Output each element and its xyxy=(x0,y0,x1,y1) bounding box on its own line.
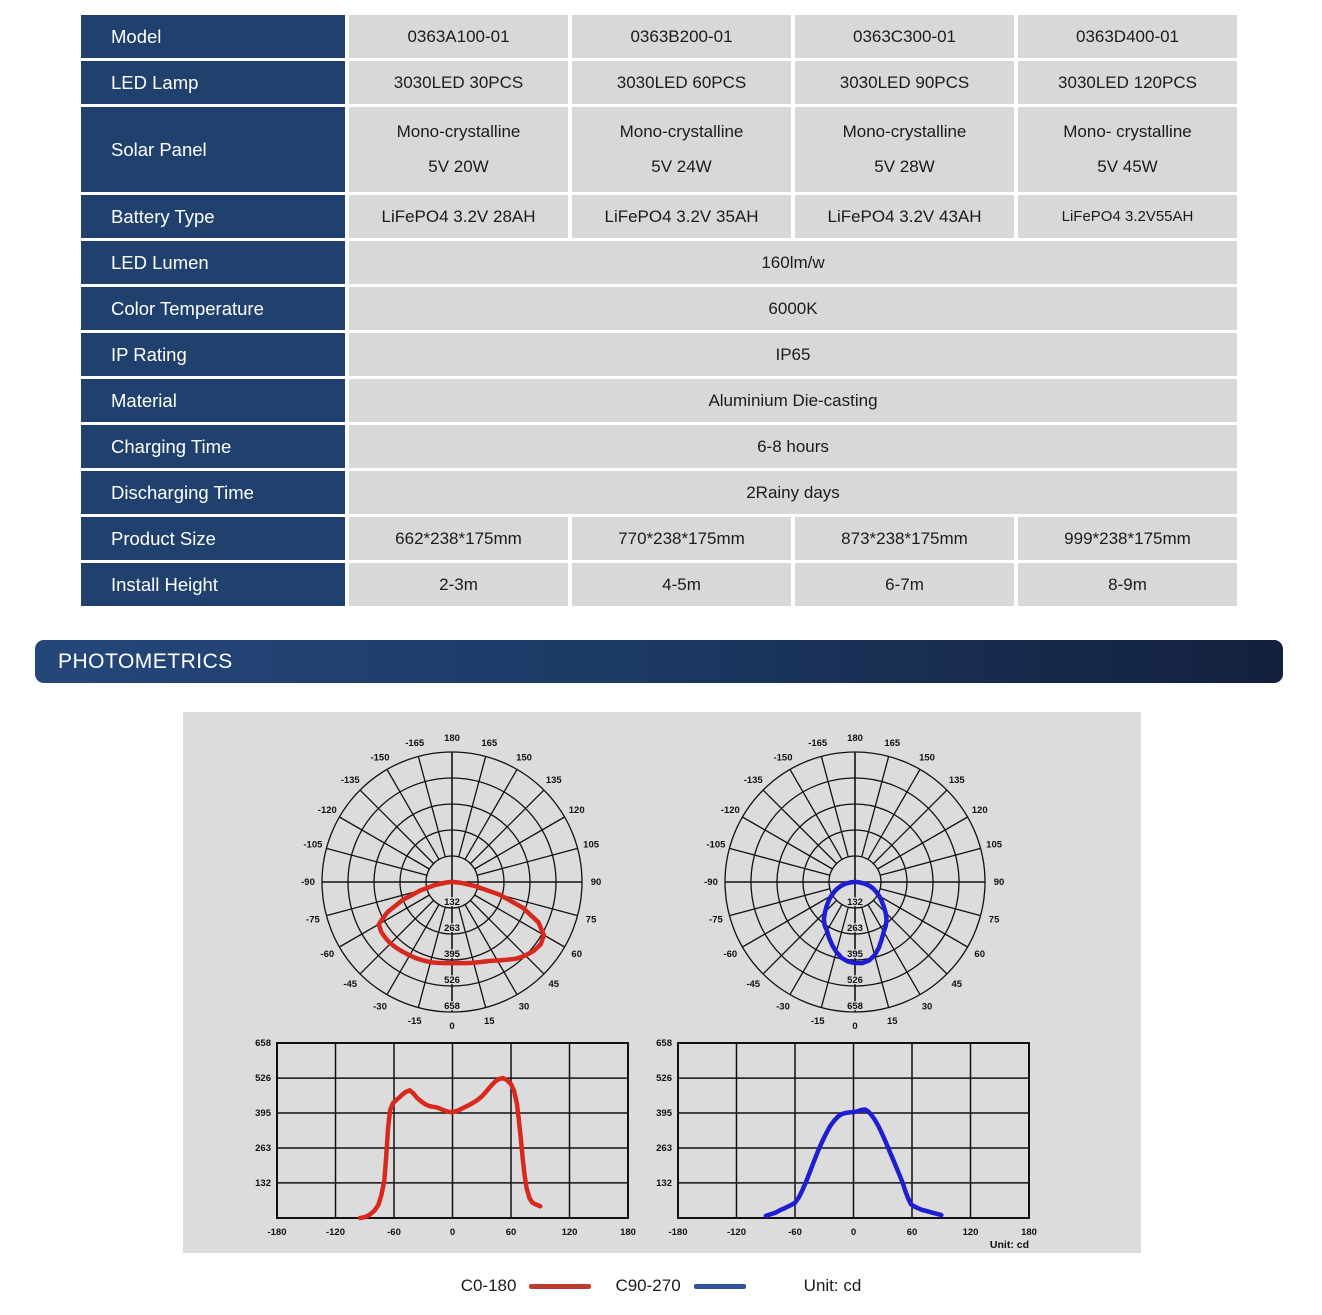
table-cell: LiFePO4 3.2V 28AH xyxy=(349,195,568,238)
table-cell: 6-7m xyxy=(795,563,1014,606)
y-tick-label: 658 xyxy=(255,1038,271,1049)
row-label: IP Rating xyxy=(81,333,345,376)
angle-tick-label: -60 xyxy=(320,949,335,960)
table-row xyxy=(81,61,1237,104)
angle-tick-label: 180 xyxy=(444,733,460,744)
legend-swatch-c0-180 xyxy=(529,1284,591,1289)
y-tick-label: 263 xyxy=(656,1143,672,1155)
intensity-chart-c90-270 xyxy=(633,1035,1053,1251)
angle-tick-label: 60 xyxy=(974,949,985,960)
x-tick-label: 120 xyxy=(561,1227,578,1238)
table-cell: LiFePO4 3.2V 43AH xyxy=(795,195,1014,238)
angle-tick-label: 150 xyxy=(919,752,935,764)
table-cell: 0363A100-01 xyxy=(349,15,568,58)
angle-tick-label: -120 xyxy=(720,805,740,816)
radial-tick-label: 132 xyxy=(847,897,863,908)
chart-legend xyxy=(0,1272,1322,1300)
y-tick-label: 132 xyxy=(656,1177,672,1189)
table-cell: Mono-crystalline 5V 20W xyxy=(349,107,568,192)
angle-tick-label: 60 xyxy=(571,949,582,960)
table-cell-merged: 2Rainy days xyxy=(349,471,1237,514)
cartesian-grid xyxy=(277,1043,628,1218)
table-cell: 999*238*175mm xyxy=(1018,517,1237,560)
table-cell: LiFePO4 3.2V 35AH xyxy=(572,195,791,238)
x-tick-label: 180 xyxy=(620,1227,636,1238)
table-row xyxy=(81,287,1237,330)
row-label: Model xyxy=(81,15,345,58)
angle-tick-label: 15 xyxy=(484,1016,495,1028)
angle-tick-label: 105 xyxy=(986,839,1003,851)
angle-tick-label: 45 xyxy=(548,978,560,990)
table-cell-merged: 6000K xyxy=(349,287,1237,330)
x-tick-label: -120 xyxy=(726,1227,747,1238)
radial-tick-label: 132 xyxy=(444,897,460,908)
angle-tick-label: -105 xyxy=(303,839,323,851)
legend-label-c0-180: C0-180 xyxy=(460,1276,517,1295)
angle-tick-label: 90 xyxy=(993,877,1005,888)
row-label: Charging Time xyxy=(81,425,345,468)
table-row xyxy=(81,15,1237,58)
photometrics-header-bar xyxy=(35,640,1283,683)
table-cell: 662*238*175mm xyxy=(349,517,568,560)
radial-tick-label: 263 xyxy=(847,923,863,934)
table-cell: Mono-crystalline 5V 24W xyxy=(572,107,791,192)
angle-tick-label: -75 xyxy=(709,914,723,926)
angle-tick-label: 75 xyxy=(988,914,1000,926)
angle-tick-label: -150 xyxy=(773,752,793,764)
table-cell: 4-5m xyxy=(572,563,791,606)
table-cell: 0363C300-01 xyxy=(795,15,1014,58)
y-tick-label: 526 xyxy=(656,1073,672,1085)
y-tick-label: 263 xyxy=(255,1143,271,1155)
row-label: Solar Panel xyxy=(81,107,345,192)
cartesian-grid xyxy=(678,1043,1029,1218)
angle-tick-label: -135 xyxy=(743,775,763,787)
legend-swatch-c90-270 xyxy=(694,1284,746,1289)
angle-tick-label: -120 xyxy=(317,805,337,816)
angle-tick-label: 15 xyxy=(887,1016,898,1028)
x-tick-label: 120 xyxy=(962,1227,979,1238)
intensity-chart-c0-180 xyxy=(232,1035,652,1251)
angle-tick-label: 0 xyxy=(449,1021,455,1032)
legend-unit-label: Unit: cd xyxy=(803,1276,862,1295)
spec-table xyxy=(81,15,1237,609)
table-cell: LiFePO4 3.2V55AH xyxy=(1018,195,1237,238)
angle-tick-label: 165 xyxy=(884,737,901,749)
x-tick-label: 60 xyxy=(906,1227,918,1238)
table-row xyxy=(81,425,1237,468)
angle-tick-label: 45 xyxy=(951,978,963,990)
x-tick-label: 180 xyxy=(1021,1227,1037,1238)
row-label: Color Temperature xyxy=(81,287,345,330)
table-cell-merged: 160lm/w xyxy=(349,241,1237,284)
y-tick-label: 132 xyxy=(255,1177,271,1189)
angle-tick-label: -105 xyxy=(706,839,726,851)
angle-tick-label: -90 xyxy=(704,877,718,888)
x-tick-label: -180 xyxy=(668,1227,688,1238)
angle-tick-label: 120 xyxy=(568,805,585,816)
x-tick-label: -60 xyxy=(387,1227,401,1238)
angle-tick-label: 120 xyxy=(971,805,988,816)
angle-tick-label: 30 xyxy=(518,1001,530,1013)
table-cell-merged: Aluminium Die-casting xyxy=(349,379,1237,422)
table-cell: 873*238*175mm xyxy=(795,517,1014,560)
x-tick-label: -120 xyxy=(325,1227,346,1238)
radial-tick-label: 526 xyxy=(444,975,460,986)
angle-tick-label: -135 xyxy=(340,775,360,787)
angle-tick-label: -45 xyxy=(343,978,358,990)
row-label: Discharging Time xyxy=(81,471,345,514)
table-cell: 770*238*175mm xyxy=(572,517,791,560)
row-label: LED Lamp xyxy=(81,61,345,104)
table-cell: 3030LED 90PCS xyxy=(795,61,1014,104)
angle-tick-label: -30 xyxy=(776,1001,790,1013)
table-row xyxy=(81,195,1237,238)
angle-tick-label: -60 xyxy=(723,949,738,960)
x-tick-label: 0 xyxy=(449,1227,456,1238)
y-tick-label: 395 xyxy=(656,1107,672,1119)
angle-tick-label: -75 xyxy=(306,914,320,926)
table-row xyxy=(81,379,1237,422)
angle-tick-label: -90 xyxy=(301,877,315,888)
radial-tick-label: 395 xyxy=(444,949,460,960)
table-cell: 3030LED 120PCS xyxy=(1018,61,1237,104)
table-cell: 0363D400-01 xyxy=(1018,15,1237,58)
y-tick-label: 658 xyxy=(656,1038,672,1049)
radial-tick-label: 658 xyxy=(847,1001,863,1012)
table-cell: Mono- crystalline 5V 45W xyxy=(1018,107,1237,192)
radial-tick-label: 526 xyxy=(847,975,863,986)
table-row xyxy=(81,333,1237,376)
table-cell-merged: IP65 xyxy=(349,333,1237,376)
x-tick-label: -180 xyxy=(267,1227,287,1238)
x-tick-label: 60 xyxy=(505,1227,517,1238)
radial-tick-label: 263 xyxy=(444,923,460,934)
angle-tick-label: 150 xyxy=(516,752,532,764)
angle-tick-label: 0 xyxy=(852,1021,858,1032)
table-row xyxy=(81,107,1237,192)
table-cell: 3030LED 60PCS xyxy=(572,61,791,104)
angle-tick-label: -15 xyxy=(810,1016,825,1028)
angle-tick-label: 135 xyxy=(545,775,562,787)
row-label: Install Height xyxy=(81,563,345,606)
legend-label-c90-270: C90-270 xyxy=(615,1276,681,1295)
angle-tick-label: -45 xyxy=(746,978,761,990)
angle-tick-label: 30 xyxy=(921,1001,933,1013)
table-row xyxy=(81,471,1237,514)
radial-tick-label: 658 xyxy=(444,1001,460,1012)
polar-chart-c0-180 xyxy=(284,717,620,1047)
table-row xyxy=(81,563,1237,606)
photometrics-title: PHOTOMETRICS xyxy=(58,649,233,673)
table-cell: Mono-crystalline 5V 28W xyxy=(795,107,1014,192)
angle-tick-label: 135 xyxy=(948,775,965,787)
photometrics-panel xyxy=(183,712,1141,1253)
row-label: Product Size xyxy=(81,517,345,560)
row-label: LED Lumen xyxy=(81,241,345,284)
y-tick-label: 395 xyxy=(255,1107,271,1119)
table-cell-merged: 6-8 hours xyxy=(349,425,1237,468)
angle-tick-label: -150 xyxy=(370,752,390,764)
angle-tick-label: -165 xyxy=(405,737,425,749)
row-label: Battery Type xyxy=(81,195,345,238)
angle-tick-label: 180 xyxy=(847,733,863,744)
radial-tick-label: 395 xyxy=(847,949,863,960)
table-cell: 0363B200-01 xyxy=(572,15,791,58)
table-row xyxy=(81,517,1237,560)
row-label: Material xyxy=(81,379,345,422)
table-row xyxy=(81,241,1237,284)
angle-tick-label: 165 xyxy=(481,737,498,749)
angle-tick-label: 105 xyxy=(583,839,600,851)
polar-chart-c90-270 xyxy=(687,717,1023,1047)
table-cell: 3030LED 30PCS xyxy=(349,61,568,104)
angle-tick-label: 75 xyxy=(585,914,597,926)
table-cell: 2-3m xyxy=(349,563,568,606)
angle-tick-label: -30 xyxy=(373,1001,387,1013)
x-tick-label: 0 xyxy=(850,1227,857,1238)
y-tick-label: 526 xyxy=(255,1073,271,1085)
angle-tick-label: -165 xyxy=(808,737,828,749)
unit-label: Unit: cd xyxy=(989,1239,1029,1251)
angle-tick-label: -15 xyxy=(407,1016,422,1028)
table-cell: 8-9m xyxy=(1018,563,1237,606)
x-tick-label: -60 xyxy=(788,1227,802,1238)
angle-tick-label: 90 xyxy=(590,877,602,888)
